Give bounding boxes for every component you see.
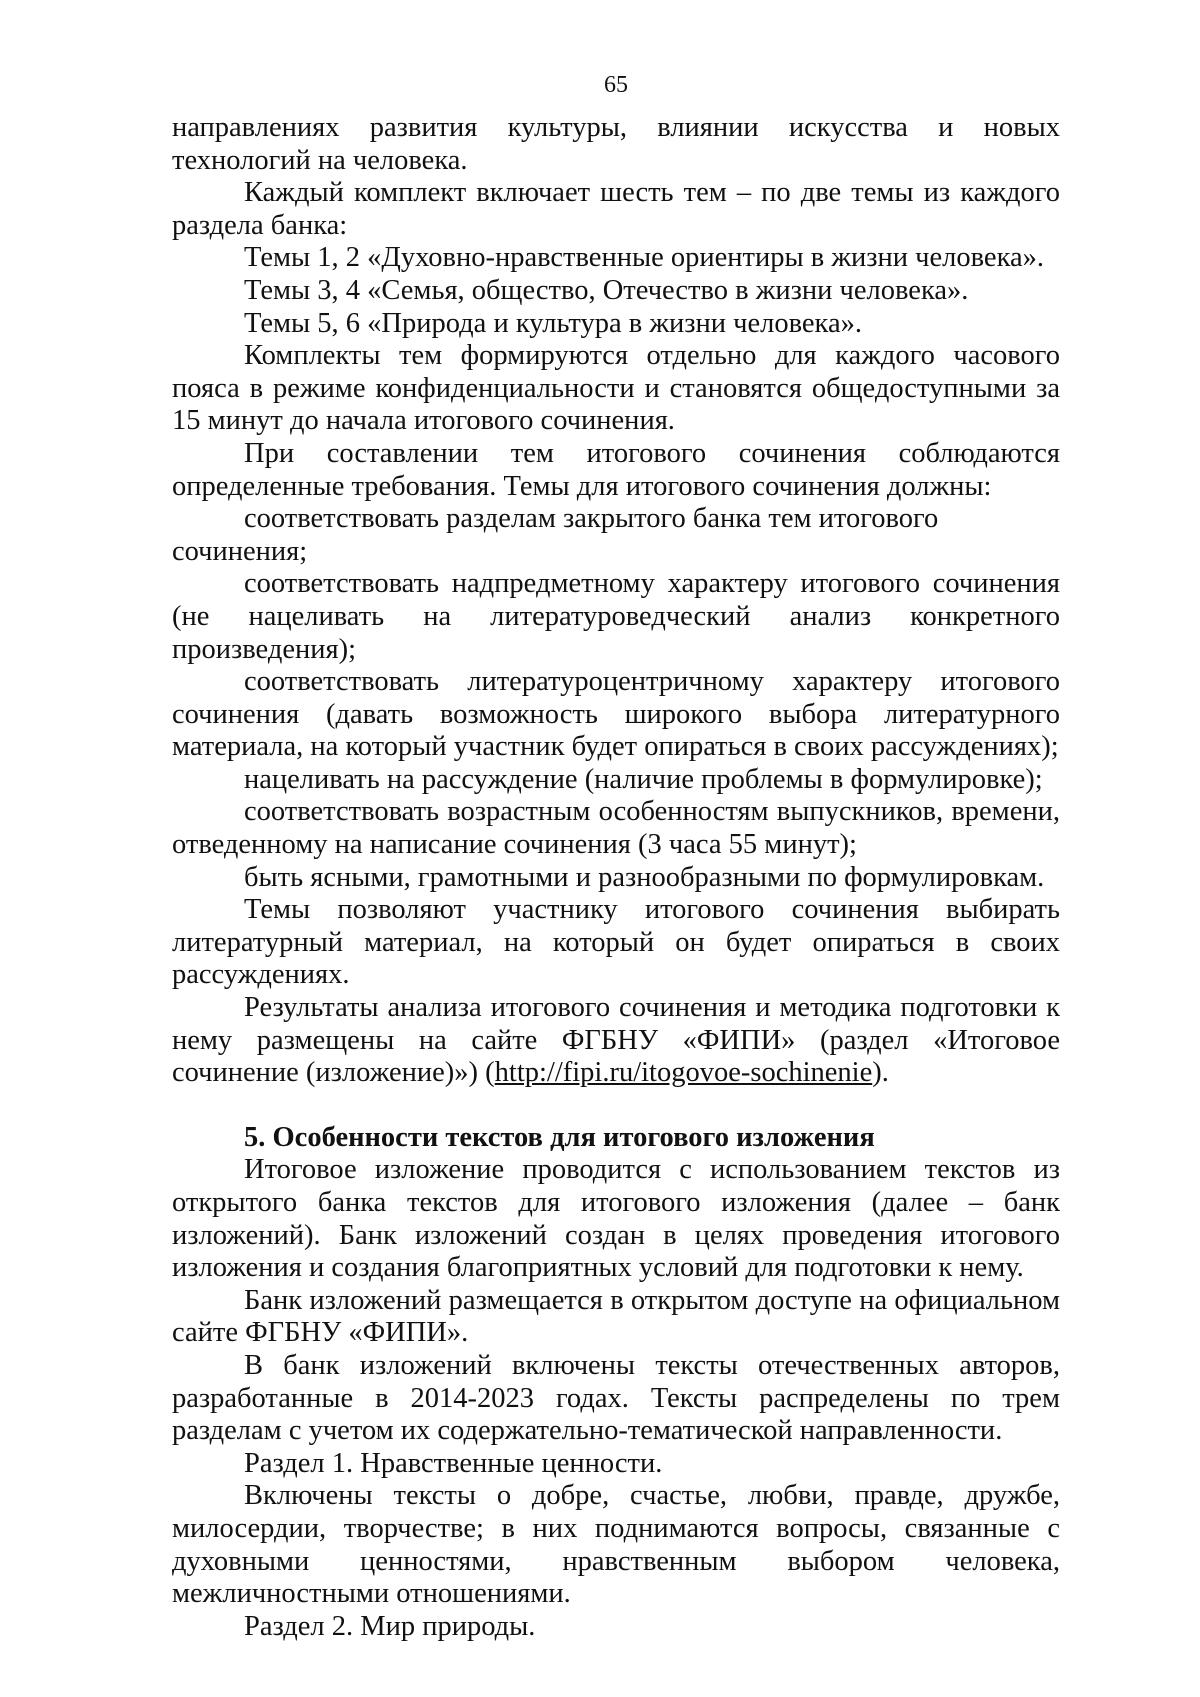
page-number: 65 (604, 72, 628, 98)
requirement-item: соответствовать разделам закрытого банка тем итогового сочинения; (172, 503, 939, 567)
paragraph-kit-description: Каждый комплект включает шесть тем – по две темы из каждого раздела банка: (172, 177, 1060, 241)
results-text-end: ). (872, 1057, 889, 1089)
requirement-item: соответствовать литературоцентричному характеру итогового сочинения (давать возможность широкого выбора литературного материала, на который участник будет опираться в своих рассуждениях); (172, 666, 1060, 763)
requirement-item: соответствовать возрастным особенностям выпускников, времени, отведенному на написание сочинения (3 часа 55 минут); (172, 796, 1060, 861)
paragraph-section-2: Раздел 2. Мир природы. (244, 1610, 536, 1642)
document-body (172, 112, 1060, 1643)
paragraph-presentation-bank: Итоговое изложение проводится с использованием текстов из открытого банка текстов для итогового изложения (далее – банк изложений). Банк изложений создан в целях проведения итогового изложения и создания благоприятных условий для подготовки к нему. (172, 1154, 1060, 1284)
paragraph-section-1-description: Включены тексты о добре, счастье, любви, правде, дружбе, милосердии, творчестве; в них поднимаются вопросы, связанные с духовными ценностями, нравственным выбором человека, межличностными отношениями. (172, 1480, 1060, 1610)
requirement-item: соответствовать надпредметному характеру итогового сочинения (не нацеливать на литературоведческий анализ конкретного произведения); (172, 568, 1060, 665)
paragraph-section-1: Раздел 1. Нравственные ценности. (244, 1447, 663, 1479)
results-text: Результаты анализа итогового сочинения и методика подготовки к нему размещены на сайте ФГБНУ «ФИПИ» (раздел «Итоговое сочинение (изложение)») ( (172, 992, 1060, 1089)
paragraph-bank-contents: В банк изложений включены тексты отечественных авторов, разработанные в 2014-2023 годах. Тексты распределены по трем разделам с учетом их содержательно-тематической направленности. (172, 1349, 1060, 1447)
paragraph-kits-formation: Комплекты тем формируются отдельно для каждого часового пояса в режиме конфиденциальности и становятся общедоступными за 15 минут до начала итогового сочинения. (172, 340, 1060, 437)
paragraph-topics-allow: Темы позволяют участнику итогового сочинения выбирать литературный материал, на который он будет опираться в своих рассуждениях. (172, 894, 1060, 991)
requirement-item: нацеливать на рассуждение (наличие проблемы в формулировке); (244, 763, 1043, 795)
paragraph-bank-access: Банк изложений размещается в открытом доступе на официальном сайте ФГБНУ «ФИПИ». (172, 1284, 1060, 1349)
section-heading: 5. Особенности текстов для итогового изложения (244, 1121, 875, 1153)
paragraph-topics-1-2: Темы 1, 2 «Духовно-нравственные ориентиры в жизни человека». (244, 242, 1045, 274)
fipi-link[interactable]: http://fipi.ru/itogovoe-sochinenie (494, 1057, 873, 1089)
paragraph-continuation: направлениях развития культуры, влиянии искусства и новых технологий на человека. (172, 112, 1060, 176)
paragraph-results (172, 992, 1060, 1090)
requirement-item: быть ясными, грамотными и разнообразными по формулировкам. (244, 861, 1045, 893)
paragraph-requirements-intro: При составлении тем итогового сочинения соблюдаются определенные требования. Темы для итогового сочинения должны: (172, 437, 1060, 502)
paragraph-topics-5-6: Темы 5, 6 «Природа и культура в жизни человека». (244, 307, 862, 339)
paragraph-topics-3-4: Темы 3, 4 «Семья, общество, Отечество в жизни человека». (244, 274, 969, 306)
